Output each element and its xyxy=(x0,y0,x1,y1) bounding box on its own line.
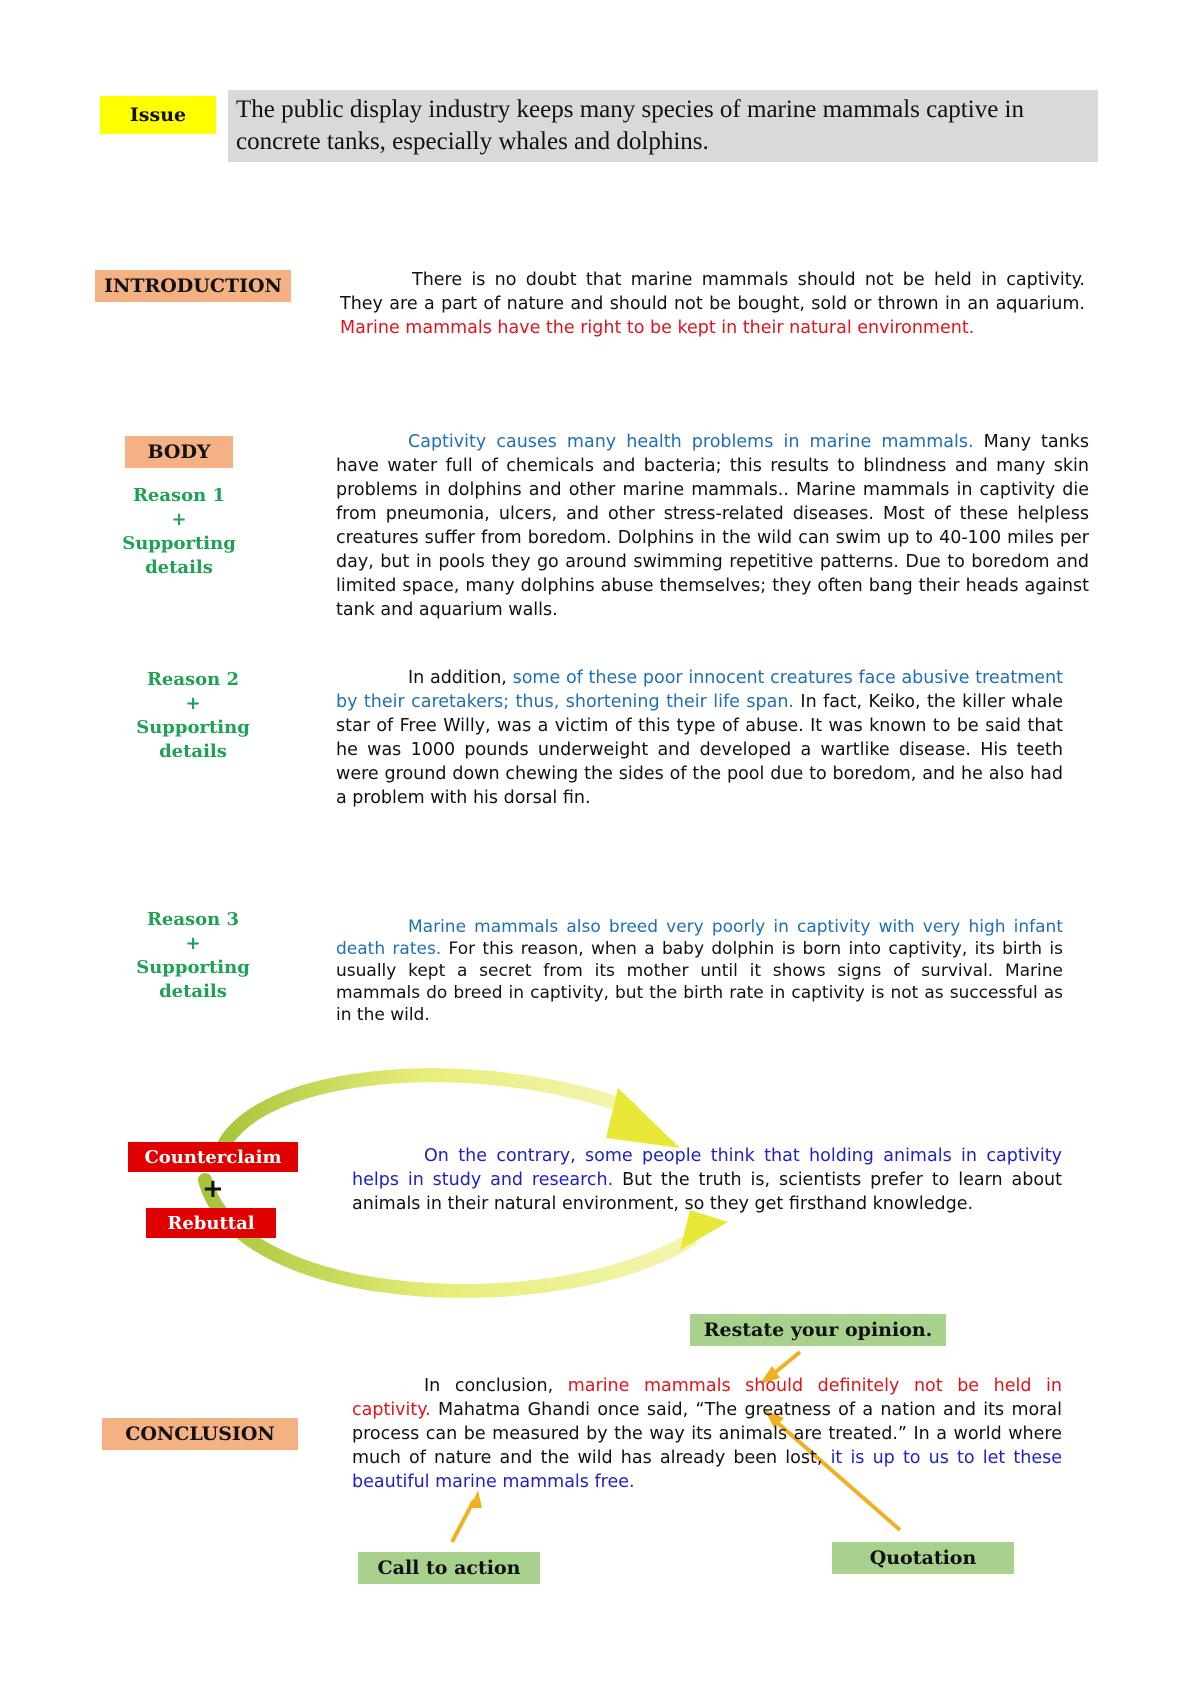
issue-label: Issue xyxy=(100,96,216,134)
conclusion-lead: In conclusion, xyxy=(424,1376,568,1396)
restate-opinion-label: Restate your opinion. xyxy=(690,1314,946,1346)
counterclaim-label: Counterclaim xyxy=(128,1142,298,1172)
issue-text: The public display industry keeps many species of marine mammals captive in concrete tanks, especially whales and dolphins. xyxy=(228,90,1098,162)
reason-1-paragraph xyxy=(336,430,1089,622)
conclusion-paragraph xyxy=(352,1374,1062,1494)
reason-2-lead: In addition, xyxy=(408,668,513,688)
reason-2-highlight: some of these poor innocent creatures face abusive treatment by their caretakers; thus, shortening their life span. xyxy=(336,668,1063,712)
cycle-arrowhead-top xyxy=(606,1088,680,1148)
reason-1-text: Many tanks have water full of chemicals and bacteria; this results to blindness and many skin problems in dolphins and other marine mammals.. Marine mammals in captivity die from pneumonia, ulcers, and other stress-related diseases. Most of these helpless creatures suffer from boredom. Dolphins in the wild can swim up to 40-100 miles per day, but in pools they go around swimming repetitive patterns. Due to boredom and limited space, many dolphins abuse themselves; they often bang their heads against tank and aquarium walls. xyxy=(336,432,1089,620)
restate-arrow xyxy=(772,1352,800,1375)
rebuttal-label: Rebuttal xyxy=(146,1208,276,1238)
call-to-action-arrow xyxy=(452,1500,474,1542)
reason-2-text: In fact, Keiko, the killer whale star of Free Willy, was a victim of this type of abuse. It was known to be said that he was 1000 pounds underweight and developed a wartlike disease. His teeth were ground down chewing the sides of the pool due to boredom, and he also had a problem with his dorsal fin. xyxy=(336,692,1063,808)
cycle-arrowhead-bottom xyxy=(680,1210,728,1250)
introduction-claim: Marine mammals have the right to be kept in their natural environment. xyxy=(340,318,975,338)
introduction-label: INTRODUCTION xyxy=(95,270,291,302)
rebuttal-text: But the truth is, scientists prefer to learn about animals in their natural environment, so they get firsthand knowledge. xyxy=(352,1170,1062,1214)
reason-3-label: Reason 3 + Supporting details xyxy=(136,909,250,1002)
reason-3-paragraph xyxy=(336,916,1063,1026)
quotation-label: Quotation xyxy=(832,1542,1014,1574)
body-label: BODY xyxy=(125,436,233,468)
counterclaim-paragraph xyxy=(352,1144,1062,1216)
reason-2-label: Reason 2 + Supporting details xyxy=(136,669,250,762)
counterclaim-highlight: On the contrary, some people think that holding animals in captivity helps in study and research. xyxy=(352,1146,1062,1190)
introduction-text: There is no doubt that marine mammals should not be held in captivity. They are a part of nature and should not be bought, sold or thrown in an aquarium. xyxy=(340,270,1085,314)
conclusion-call-to-action: it is up to us to let these beautiful marine mammals free. xyxy=(352,1448,1063,1492)
reason-2-paragraph xyxy=(336,666,1063,810)
conclusion-restatement: marine mammals should definitely not be held in captivity. xyxy=(352,1376,1062,1420)
reason-1-label: Reason 1 + Supporting details xyxy=(122,485,236,578)
reason-1-highlight: Captivity causes many health problems in marine mammals. xyxy=(408,432,974,452)
call-to-action-label: Call to action xyxy=(358,1552,540,1584)
conclusion-quote: Mahatma Ghandi once said, “The greatness of a nation and its moral process can be measured by the way its animals are treated.” In a world where much of nature and the wild has already been lost, xyxy=(352,1400,1062,1468)
introduction-paragraph xyxy=(340,268,1085,340)
conclusion-label: CONCLUSION xyxy=(102,1418,298,1450)
counterclaim-plus: + xyxy=(202,1174,224,1204)
reason-3-highlight: Marine mammals also breed very poorly in captivity with very high infant death rates. xyxy=(336,917,1063,959)
reason-3-text: For this reason, when a baby dolphin is born into captivity, its birth is usually kept a secret from its mother until it shows signs of survival. Marine mammals do breed in captivity, but the birth rate in captivity is not as successful as in the wild. xyxy=(336,939,1063,1025)
